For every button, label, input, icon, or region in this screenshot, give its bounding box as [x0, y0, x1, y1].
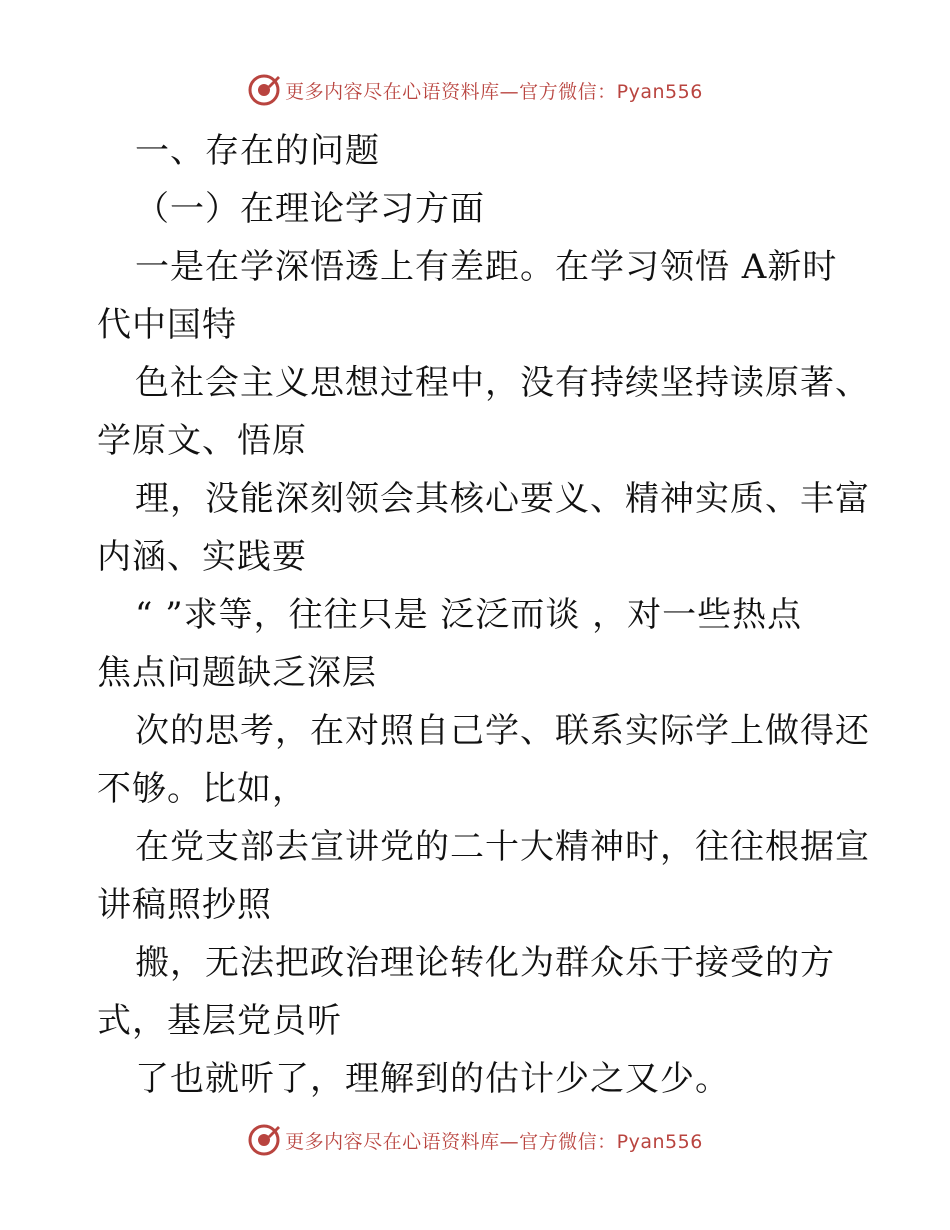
watermark-text: 更多内容尽在心语资料库—官方微信：Pyan556 [285, 1130, 703, 1153]
section-heading: 一、存在的问题 [135, 131, 380, 171]
header-watermark [0, 70, 950, 110]
text-line: 理，没能深刻领会其核心要义、精神实质、丰富 [135, 479, 870, 519]
text-line: 式，基层党员听 [97, 1001, 342, 1041]
text-line: 代中国特 [97, 305, 237, 345]
text-line: 在党支部去宣讲党的二十大精神时，往往根据宣 [135, 827, 870, 867]
watermark-text: 更多内容尽在心语资料库—官方微信：Pyan556 [285, 80, 703, 103]
text-line: 学原文、悟原 [97, 421, 307, 461]
text-line: “ ”求等，往往只是 泛泛而谈 ，对一些热点 [135, 595, 803, 635]
text-line: 不够。比如， [97, 769, 307, 809]
brand-logo-icon [247, 1123, 281, 1157]
text-line: 了也就听了，理解到的估计少之又少。 [135, 1059, 730, 1099]
text-line: 色社会主义思想过程中，没有持续坚持读原著、 [135, 363, 870, 403]
text-line: 讲稿照抄照 [97, 885, 272, 925]
text-line: 搬，无法把政治理论转化为群众乐于接受的方 [135, 943, 835, 983]
text-line: 焦点问题缺乏深层 [97, 653, 377, 693]
text-line: 一是在学深悟透上有差距。在学习领悟 A新时 [135, 247, 838, 287]
subsection-heading: （一）在理论学习方面 [135, 189, 485, 229]
text-line: 次的思考，在对照自己学、联系实际学上做得还 [135, 711, 870, 751]
text-line: 内涵、实践要 [97, 537, 307, 577]
footer-watermark [0, 1120, 950, 1160]
brand-logo-icon [247, 73, 281, 107]
document-body [97, 122, 870, 1108]
